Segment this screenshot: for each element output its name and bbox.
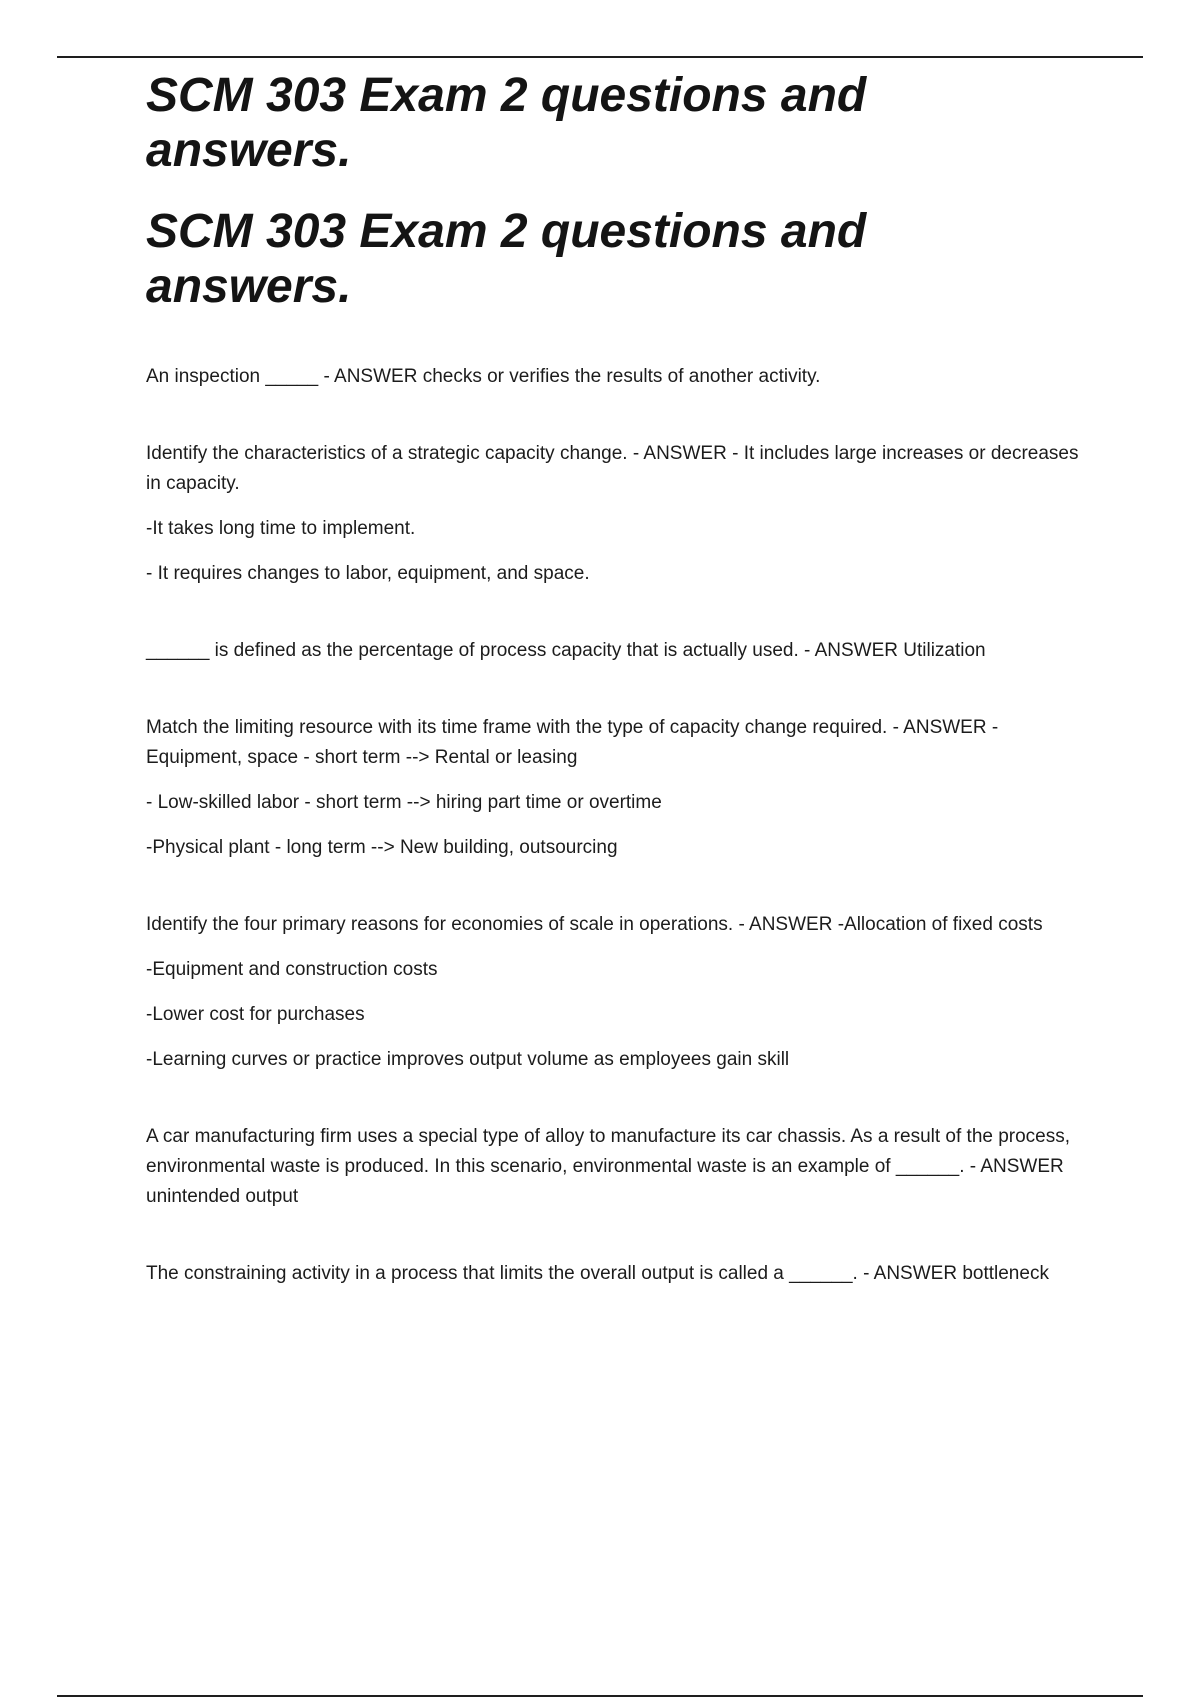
qa-sub-point: -Physical plant - long term --> New building, outsourcing: [146, 837, 618, 858]
document-title-repeat: SCM 303 Exam 2 questions and answers.: [146, 205, 867, 313]
qa-text: Identify the characteristics of a strategic capacity change. - ANSWER - It includes large increases or decreases in capacity.: [146, 443, 1079, 494]
qa-sub-point: - Low-skilled labor - short term --> hiring part time or overtime: [146, 792, 662, 813]
qa-text: A car manufacturing firm uses a special type of alloy to manufacture its car chassis. As a result of the process, environmental waste is produced. In this scenario, environmental waste is an example of ______. - ANSWER unintended output: [146, 1126, 1071, 1207]
qa-sub-point: -It takes long time to implement.: [146, 518, 416, 539]
qa-sub-point: - It requires changes to labor, equipment, and space.: [146, 563, 590, 584]
bottom-rule: [57, 1695, 1143, 1697]
document-body: [146, 68, 1086, 1336]
qa-sub-point: -Equipment and construction costs: [146, 959, 438, 980]
qa-item: [146, 636, 1086, 666]
qa-item: [146, 439, 1086, 589]
qa-text: Match the limiting resource with its time frame with the type of capacity change required. - ANSWER - Equipment, space - short term --> Rental or leasing: [146, 717, 999, 768]
qa-item: [146, 362, 1086, 392]
qa-text: ______ is defined as the percentage of process capacity that is actually used. - ANSWER Utilization: [146, 640, 986, 661]
qa-text: An inspection _____ - ANSWER checks or verifies the results of another activity.: [146, 366, 821, 387]
qa-list: [146, 362, 1086, 1289]
top-rule: [57, 56, 1143, 58]
document-title: SCM 303 Exam 2 questions and answers.: [146, 69, 867, 177]
qa-sub-point: -Learning curves or practice improves output volume as employees gain skill: [146, 1049, 790, 1070]
qa-item: [146, 713, 1086, 863]
qa-item: [146, 1259, 1086, 1289]
qa-sub-point: -Lower cost for purchases: [146, 1004, 365, 1025]
qa-item: [146, 910, 1086, 1075]
qa-text: Identify the four primary reasons for economies of scale in operations. - ANSWER -Allocation of fixed costs: [146, 914, 1043, 935]
qa-text: The constraining activity in a process that limits the overall output is called a ______. - ANSWER bottleneck: [146, 1263, 1049, 1284]
qa-item: [146, 1122, 1086, 1212]
